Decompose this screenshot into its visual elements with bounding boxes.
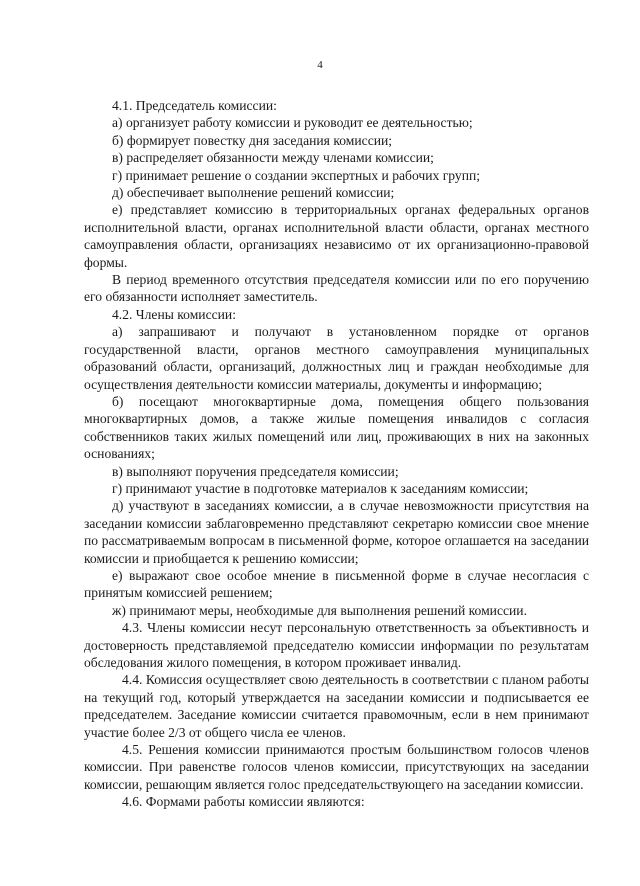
paragraph-4-1-d: д) обеспечивает выполнение решений комиссии; <box>112 185 395 201</box>
paragraph-4-2: 4.2. Члены комиссии: <box>112 306 236 322</box>
document-body <box>84 97 589 811</box>
paragraph-4-1-b: б) формирует повестку дня заседания комиссии; <box>112 132 393 148</box>
paragraph-4-3: 4.3. Члены комиссии несут персональную ответственность за объективность и достоверность представляемой председателю комиссии информации по результатам обследования жилого помещения, в котором проживает инвалид. <box>84 620 589 670</box>
paragraph-4-2-a: а) запрашивают и получают в установленном порядке от органов государственной власти, органов местного самоуправления муниципальных образований области, организаций, должностных лиц и граждан необходимые для осуществления деятельности комиссии материалы, документы и информацию; <box>84 324 589 392</box>
paragraph-4-1: 4.1. Председатель комиссии: <box>112 98 277 113</box>
paragraph-deputy: В период временного отсутствия председателя комиссии или по его поручению его обязанности исполняет заместитель. <box>84 272 589 305</box>
paragraph-4-2-e: е) выражают свое особое мнение в письменной форме в случае несогласия с принятым комиссией решением; <box>84 567 589 601</box>
paragraph-4-1-v: в) распределяет обязанности между членами комиссии; <box>112 150 434 166</box>
page-number: 4 <box>317 59 323 71</box>
paragraph-4-2-zh: ж) принимают меры, необходимые для выполнения решений комиссии. <box>112 602 527 618</box>
paragraph-4-6: 4.6. Формами работы комиссии являются: <box>122 794 365 810</box>
paragraph-4-2-g: г) принимают участие в подготовке материалов к заседаниям комиссии; <box>112 480 529 496</box>
paragraph-4-5: 4.5. Решения комиссии принимаются простым большинством голосов членов комиссии. При равенстве голосов членов комиссии, присутствующих на заседании комиссии, решающим является голос председательствующего на заседании комиссии. <box>84 742 589 792</box>
paragraph-4-4: 4.4. Комиссия осуществляет свою деятельность в соответствии с планом работы на текущий год, который утверждается на заседании комиссии и подписывается ее председателем. Заседание комиссии считается правомочным, если в нем принимают участие более 2/3 от общего числа ее членов. <box>84 672 589 740</box>
paragraph-4-1-a: а) организует работу комиссии и руководит ее деятельностью; <box>112 115 473 131</box>
paragraph-4-2-b: б) посещают многоквартирные дома, помещения общего пользования многоквартирных домов, а также жилые помещения инвалидов с согласия собственников таких жилых помещений или лиц, проживающих в них на законных основаниях; <box>84 393 589 462</box>
paragraph-4-2-d: д) участвуют в заседаниях комиссии, а в случае невозможности присутствия на заседании комиссии заблаговременно представляют секретарю комиссии свое мнение по рассматриваемым вопросам в письменной форме, которое оглашается на заседании комиссии и приобщается к решению комиссии; <box>84 498 589 566</box>
paragraph-4-1-e: е) представляет комиссию в территориальных органах федеральных органов исполнительной власти, органах исполнительной власти области, органах местного самоуправления области, организациях независимо от их организационно-правовой формы. <box>84 202 589 270</box>
paragraph-4-2-v: в) выполняют поручения председателя комиссии; <box>112 463 399 479</box>
paragraph-4-1-g: г) принимает решение о создании экспертных и рабочих групп; <box>112 167 481 183</box>
